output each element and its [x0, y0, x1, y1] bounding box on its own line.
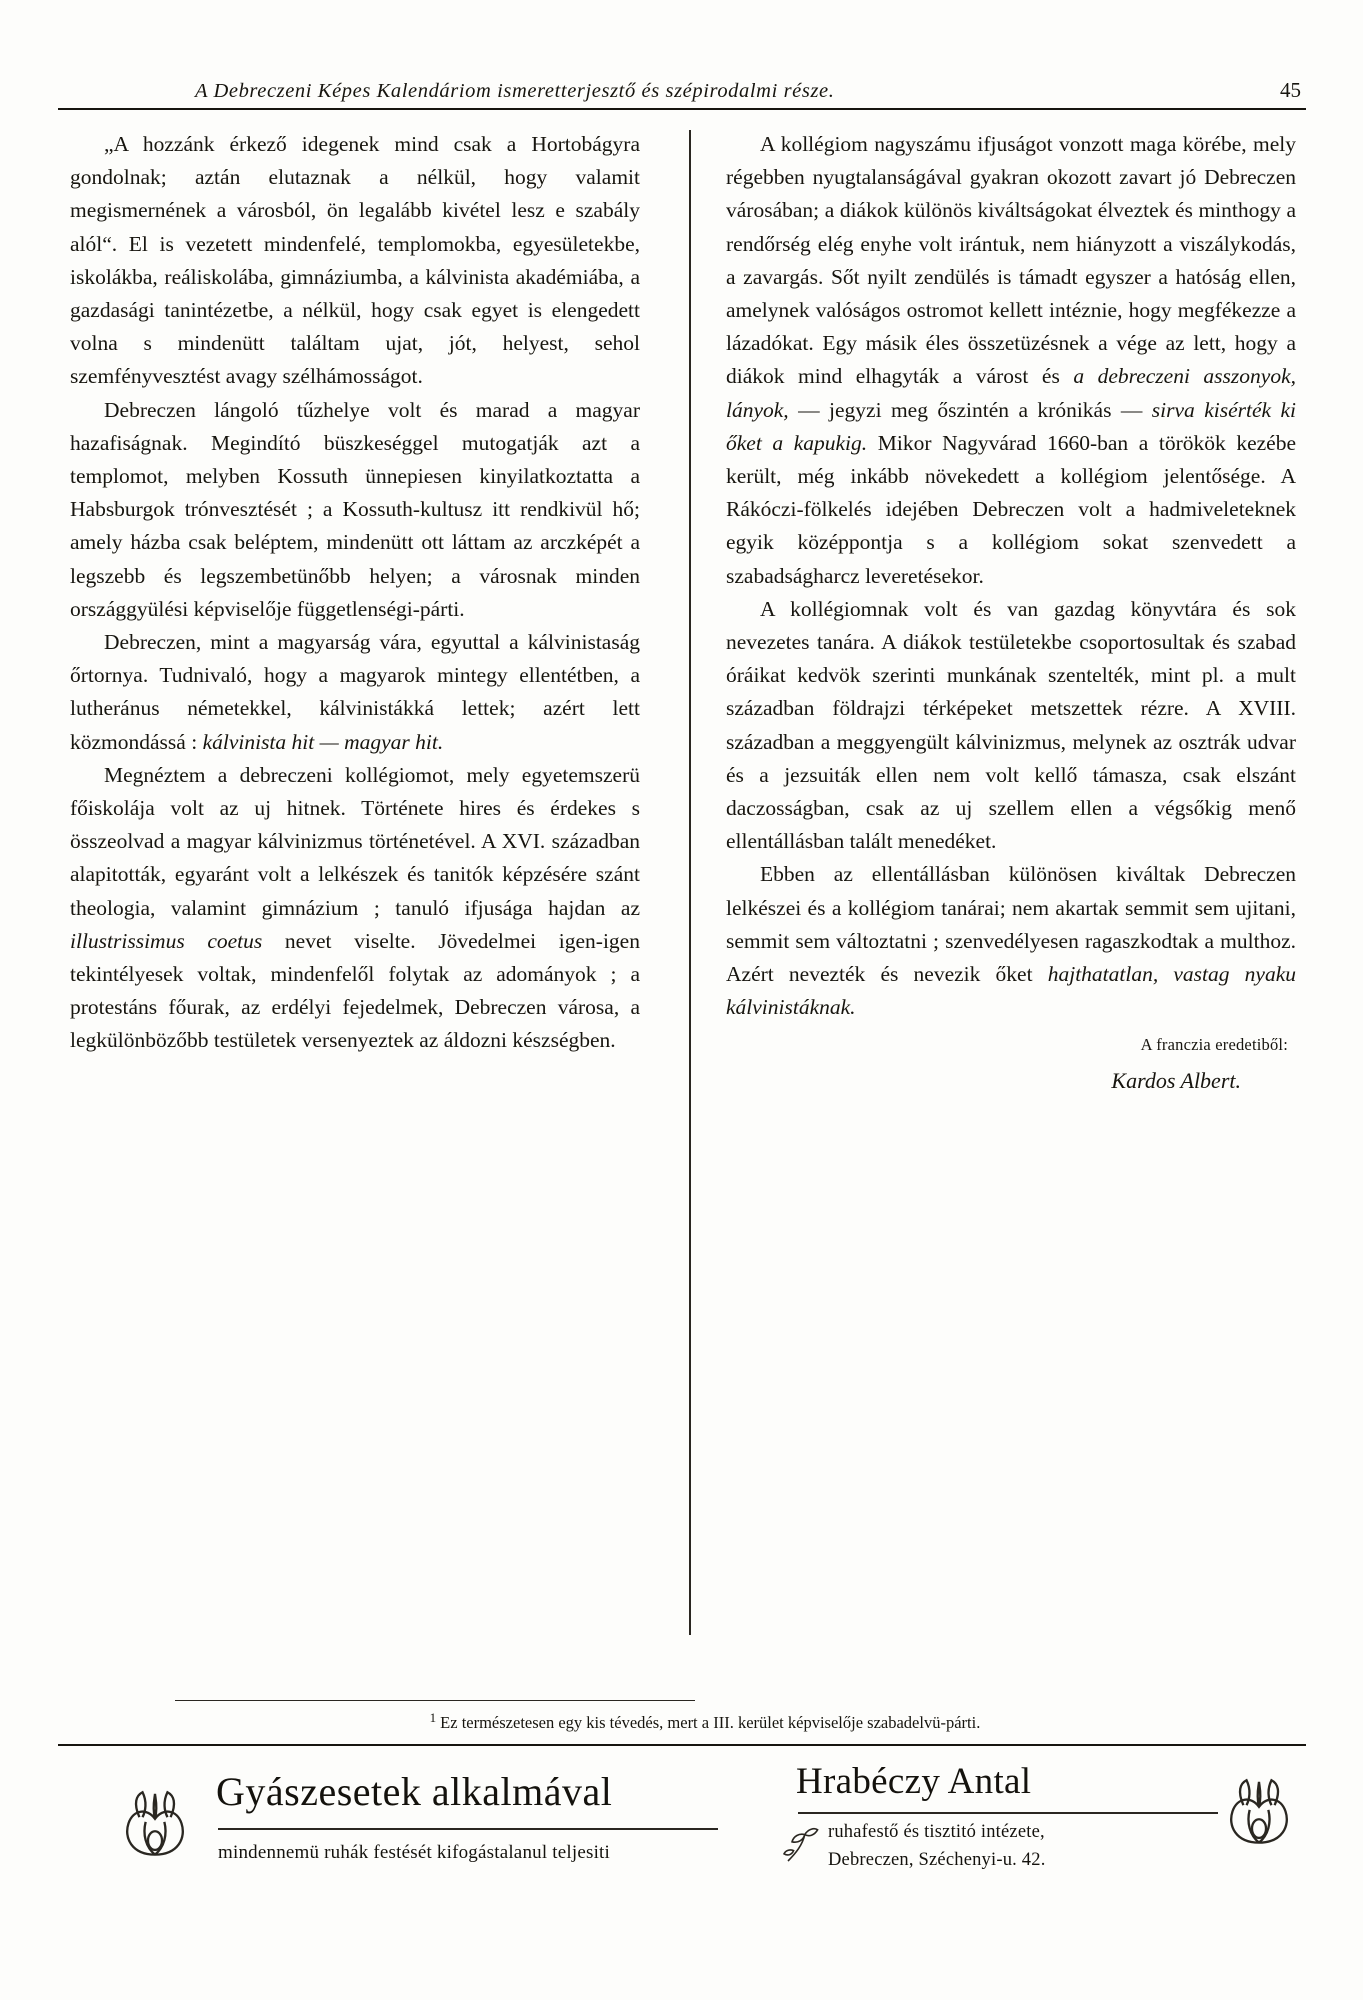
advertisement-left[interactable]	[98, 1756, 748, 1952]
quote-italic-gates: sirva kisérték ki őket a kapukig.	[726, 397, 1296, 455]
ad-left-headline: Gyászesetek alkalmával	[216, 1769, 613, 1814]
ad-right-headline: Hrabéczy Antal	[796, 1761, 1032, 1802]
column-divider	[689, 130, 691, 1635]
header-rule	[58, 108, 1306, 110]
ad-left-subline: mindennemü ruhák festését kifogástalanul teljesiti	[218, 1842, 611, 1863]
footer-rule	[58, 1744, 1306, 1746]
proverb-italic: kálvinista hit — magyar hit.	[202, 729, 444, 754]
leaf-ornament-icon	[780, 1820, 820, 1866]
running-head	[60, 78, 1305, 103]
right-column	[726, 128, 1296, 1097]
nickname-italic: hajthatatlan, vastag nyaku kálvinistáknak.	[726, 962, 1296, 1020]
paragraph	[70, 759, 640, 1058]
paragraph	[726, 858, 1296, 1024]
footnote-text: Ez természetesen egy kis tévedés, mert a III. kerület képviselője szabadelvü-párti.	[440, 1713, 981, 1732]
running-title: A Debreczeni Képes Kalendáriom ismeretterjesztő és szépirodalmi része.	[195, 80, 835, 102]
footnote	[150, 1709, 1260, 1734]
ad-right-rule	[798, 1812, 1218, 1814]
flower-ornament-icon	[1220, 1774, 1298, 1852]
left-column	[70, 128, 640, 1058]
ad-right-subline-1: ruhafestő és tisztitó intézete,	[828, 1822, 1045, 1842]
paragraph-text: Megnéztem a debreczeni kollégiomot, mely egyetemszerü főiskolája volt az uj hitnek. Története hires és érdekes s összeolvad a magyar kálvinizmus történetével. A XVI. században alapitották, egyaránt volt a lelkészek és tanitók képzésére szánt theologia, valamint gimnázium ; tanuló ifjusága hajdan az	[70, 762, 640, 920]
body-columns	[58, 128, 1306, 1698]
paragraph-part: — jegyzi meg őszintén a krónikás —	[788, 397, 1152, 422]
coetus-italic: illustrissimus coetus	[70, 928, 263, 953]
paragraph: Debreczen lángoló tűzhelye volt és marad a magyar hazafiságnak. Megindító büszkeséggel mutogatják azt a templomot, melyben Kossuth ünnepiesen kinyilatkoztatta a Habsburgok trónvesztését ; a Kossuth-kultusz itt rendkivül hő; amely házba csak beléptem, mindenütt ott láttam az arczképét a legszebb és legszembetünőbb helyen; a városnak minden országgyülési képviselője függetlenségi-párti.	[70, 397, 640, 621]
paragraph-tail: nevet viselte. Jövedelmei igen-igen tekintélyesek voltak, mindenfelől folytak az adományok ; a protestáns főurak, az erdélyi fejedelmek, Debreczen városa, a legkülönbözőbb testületek versenyeztek az áldozni készségben.	[70, 928, 640, 1053]
paragraph-part: Mikor Nagyvárad 1660-ban a törökök kezébe került, még inkább növekedett a kollégiom jelentősége. A Rákóczi-fölkelés idejében Debreczen volt a hadmiveleteknek egyik középpontja s a kollégiom sokat szenvedett a szabadságharcz leveretésekor.	[726, 430, 1296, 588]
flower-ornament-icon	[116, 1786, 194, 1864]
paragraph	[726, 128, 1296, 593]
footnote-rule	[175, 1700, 695, 1701]
footnote-marker: 1	[429, 1709, 437, 1725]
advertisement-right[interactable]	[758, 1756, 1306, 1952]
author-signature: Kardos Albert.	[1111, 1067, 1241, 1093]
advertisement-band	[58, 1756, 1306, 1956]
paragraph: „A hozzánk érkező idegenek mind csak a Hortobágyra gondolnak; aztán elutaznak a nélkül, hogy valamit megismernének a városból, ön legalább kivétel lesz e szabály alól“. El is vezetett mindenfelé, templomokba, egyesületekbe, iskolákba, reáliskolába, gimnáziumba, a kálvinista akadémiába, a gazdasági tanintézetbe, a nélkül, hogy csak egyet is elengedett volna s mindenütt találtam ujat, jót, helyest, sehol szemfényvesztést avagy szélhámosságot.	[70, 132, 640, 389]
paragraph-part: A kollégiom nagyszámu ifjuságot vonzott maga körébe, mely régebben nyugtalanságával gyakran okozott zavart jó Debreczen városában; a diákok különös kiváltságokat élveztek és minthogy a rendőrség elég enyhe volt irántuk, nem hiányzott a viszálykodás, a zavargás. Sőt nyilt zendülés is támadt egyszer a hatóság ellen, amelynek valóságos ostromot kellett intéznie, hogy megfékezze a lázadókat. Egy másik éles összetüzésnek a vége az lett, hogy a diákok mind elhagyták a várost és	[726, 132, 1296, 389]
ad-right-subline-2: Debreczen, Széchenyi-u. 42.	[828, 1850, 1046, 1870]
paragraph-text: Debreczen, mint a magyarság vára, egyuttal a kálvinistaság őrtornya. Tudnivaló, hogy a magyarok mintegy ellentétben, a lutheránus németekkel, kálvinistákká lettek; azért lett közmondássá :	[70, 630, 640, 754]
source-credit: A franczia eredetiből:	[1140, 1035, 1288, 1055]
ad-left-rule	[218, 1828, 718, 1830]
paragraph: A kollégiomnak volt és van gazdag könyvtára és sok nevezetes tanára. A diákok testületekbe csoportosultak és szabad óráikat kedvök szerinti munkának szentelték, mint pl. a mult században földrajzi térképeket metszettek rézre. A XVIII. században a meggyengült kálvinizmus, melynek az osztrák udvar és a jezsuiták ellen nem volt kellő támasza, csak elszánt daczosságban, csak az uj szellem ellen a végsőkig menő ellentállásban talált menedéket.	[726, 596, 1296, 854]
paragraph-part: Ebben az ellentállásban különösen kiváltak Debreczen lelkészei és a kollégiom tanárai; nem akartak semmit sem ujitani, semmit sem változtatni ; szenvedélyesen ragaszkodtak a multhoz. Azért nevezték és nevezik őket	[726, 862, 1296, 987]
page-number: 45	[1280, 78, 1301, 102]
quote-italic-women: a debreczeni asszonyok, lányok,	[726, 364, 1296, 422]
paragraph	[70, 626, 640, 759]
